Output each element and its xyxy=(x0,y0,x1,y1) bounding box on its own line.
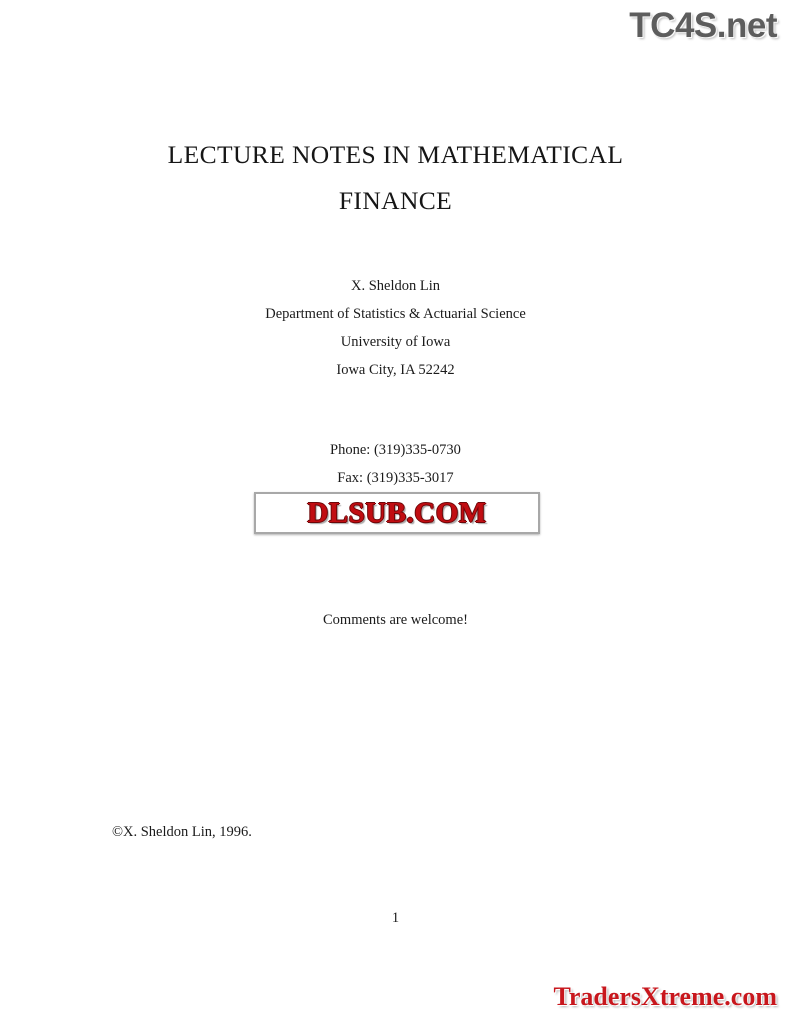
author-institution: University of Iowa xyxy=(340,334,451,350)
contact-phone: Phone: (319)335-0730 xyxy=(330,442,461,458)
author-name: X. Sheldon Lin xyxy=(350,278,440,294)
contact-fax: Fax: (319)335-3017 xyxy=(337,470,454,486)
comments-note: Comments are welcome! xyxy=(323,612,468,628)
watermark-top-right: TC4S.net xyxy=(629,6,777,45)
author-department: Department of Statistics & Actuarial Science xyxy=(265,306,526,322)
page-title-line-1: LECTURE NOTES IN MATHEMATICAL xyxy=(167,140,624,169)
page-title xyxy=(0,132,791,224)
author-block xyxy=(0,272,791,384)
dlsub-watermark-label: DLSUB.COM xyxy=(307,496,487,529)
page-title-line-2: FINANCE xyxy=(338,186,453,215)
author-city-state-zip: Iowa City, IA 52242 xyxy=(336,362,455,378)
contact-block xyxy=(0,436,791,492)
page-number: 1 xyxy=(391,910,400,926)
dlsub-watermark-stamp xyxy=(254,492,540,534)
watermark-bottom-right: TradersXtreme.com xyxy=(553,982,777,1011)
copyright-notice: ©X. Sheldon Lin, 1996. xyxy=(112,824,252,840)
